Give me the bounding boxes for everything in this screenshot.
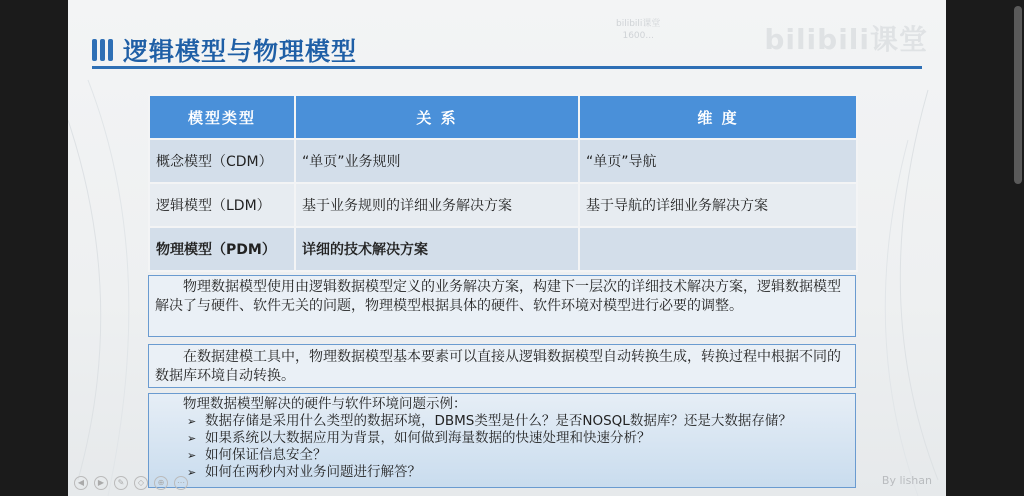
arrow-bullet-icon: ➢ [187, 432, 197, 445]
page-title: 逻辑模型与物理模型 [123, 37, 358, 66]
examples-heading: 物理数据模型解决的硬件与软件环境问题示例： [183, 396, 467, 412]
description-box-2 [148, 344, 856, 388]
list-item [187, 413, 851, 430]
title-bars-icon [92, 39, 113, 61]
list-item-text: 如果系统以大数据应用为背景，如何做到海量数据的快速处理和快速分析？ [205, 430, 651, 446]
list-item [187, 447, 851, 464]
list-item [187, 464, 851, 481]
table-cell: 基于导航的详细业务解决方案 [579, 183, 857, 227]
list-item-text: 如何在两秒内对业务问题进行解答？ [205, 464, 421, 480]
header-relation: 关 系 [295, 95, 579, 139]
prev-slide-icon[interactable]: ◀ [74, 476, 88, 490]
table-row [149, 183, 857, 227]
title-bar [92, 32, 357, 68]
slide-controls [74, 476, 188, 490]
watermark-line-1: bilibili课堂 [616, 19, 661, 29]
more-icon[interactable]: ⋯ [174, 476, 188, 490]
list-item [187, 430, 851, 447]
table-cell: 基于业务规则的详细业务解决方案 [295, 183, 579, 227]
list-item-text: 数据存储是采用什么类型的数据环境，DBMS类型是什么？是否NOSQL数据库？还是大数据存储？ [205, 413, 792, 429]
scrollbar-thumb[interactable] [1014, 6, 1022, 184]
table-cell: 详细的技术解决方案 [295, 227, 579, 271]
header-dimension: 维 度 [579, 95, 857, 139]
watermark [616, 18, 660, 42]
table-cell: 概念模型（CDM） [149, 139, 295, 183]
examples-box [148, 393, 856, 488]
table-row [149, 227, 857, 271]
table-cell: 逻辑模型（LDM） [149, 183, 295, 227]
left-letterbox [0, 0, 68, 496]
next-slide-icon[interactable]: ▶ [94, 476, 108, 490]
model-comparison-table [148, 94, 858, 272]
table-cell: “单页”导航 [579, 139, 857, 183]
description-text-1: 物理数据模型使用由逻辑数据模型定义的业务解决方案，构建下一层次的详细技术解决方案，逻辑数据模型解决了与硬件、软件无关的问题，物理模型根据具体的硬件、软件环境对模型进行必要的调整。 [155, 279, 841, 314]
arrow-bullet-icon: ➢ [187, 415, 197, 428]
arrow-bullet-icon: ➢ [187, 449, 197, 462]
description-text-2: 在数据建模工具中，物理数据模型基本要素可以直接从逻辑数据模型自动转换生成，转换过程中根据不同的数据库环境自动转换。 [155, 349, 841, 384]
eraser-icon[interactable]: ◇ [134, 476, 148, 490]
right-letterbox [946, 0, 1024, 496]
table-cell [579, 227, 857, 271]
header-model-type: 模型类型 [149, 95, 295, 139]
zoom-icon[interactable]: ⊕ [154, 476, 168, 490]
slide [68, 0, 946, 496]
table-header-row [149, 95, 857, 139]
author-byline: By lishan [881, 474, 932, 487]
table-cell: “单页”业务规则 [295, 139, 579, 183]
table-cell: 物理模型（PDM） [149, 227, 295, 271]
description-box-1 [148, 275, 856, 337]
list-item-text: 如何保证信息安全？ [205, 447, 327, 463]
watermark-line-2: 1600... [622, 31, 654, 41]
arrow-bullet-icon: ➢ [187, 466, 197, 479]
examples-list [155, 413, 851, 481]
pen-icon[interactable]: ✎ [114, 476, 128, 490]
bilibili-logo: bilibili课堂 [764, 23, 928, 56]
table-row [149, 139, 857, 183]
title-underline [92, 66, 922, 69]
